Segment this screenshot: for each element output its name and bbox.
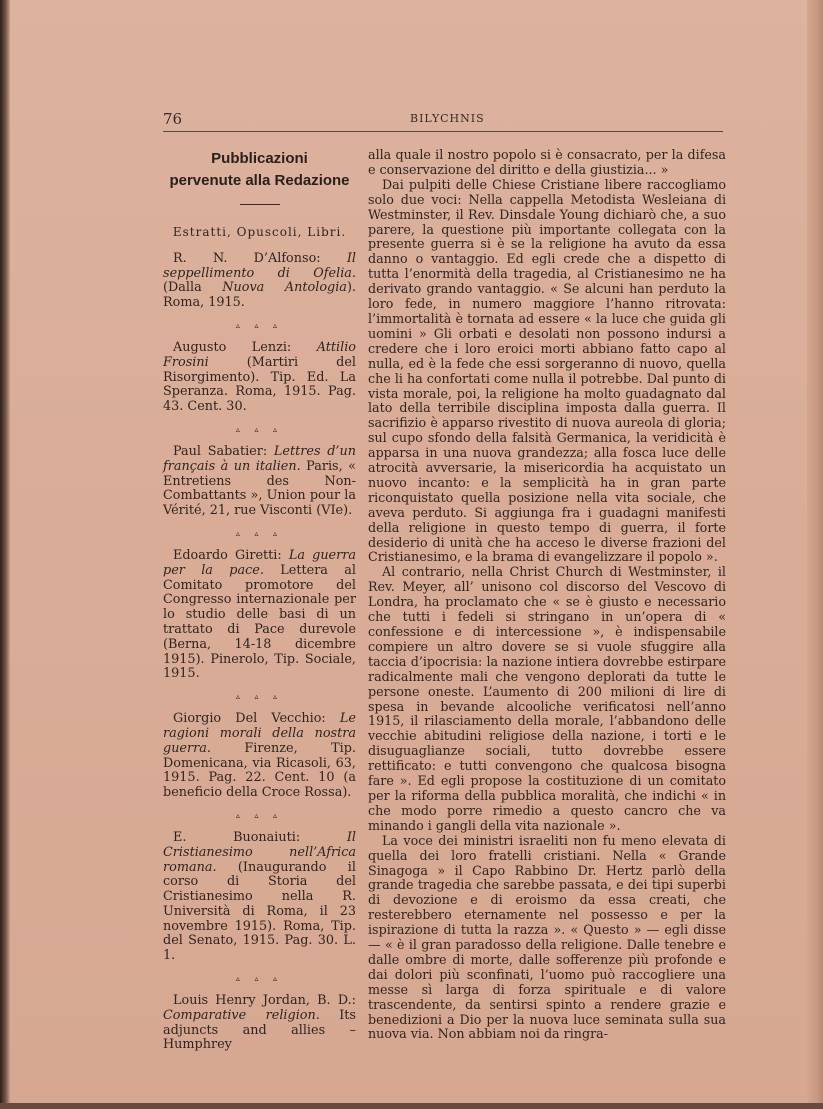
publication-entry <box>163 549 356 682</box>
entry-author: Paul Sabatier: <box>173 443 274 459</box>
entry-title: Lettres d’un français à un italien. <box>163 443 356 474</box>
entry-separator: ▵ ▵ ▵ <box>235 528 284 538</box>
header-rule <box>163 131 723 132</box>
entry-title: Il Cristianesimo nell’Africa romana. <box>163 829 356 875</box>
running-head: BILYCHNIS <box>410 112 485 125</box>
paragraph: Al contrario, nella Christ Church di Westminster, il Rev. Meyer, all’ unisono col discorso del Vescovo di Londra, ha proclamato che « se è giusto e necessario che tutti i fedeli si stringano in un’opera di « confessione e di intercessione », è indispensabile compiere un altro dovere se si vuole sfuggire alla taccia d’ipocrisia: la nazione intiera dovrebbe estirpare radicalmente mali che vengono deplorati da tutte le persone oneste. L’aumento di 200 milioni di lire di spesa in bevande alcooliche verificatosi nell’anno 1915, il rilasciamento della morale, l’abbandono delle vecchie abitudini religiose della nazione, i torti e le disuguaglianze sociali, tutto dovrebbe essere rettificato: e tutti convengono che qualcosa bisogna fare ». Ed egli propose la costituzione di un comitato per la riforma della pubblica moralità, che indichi « in che modo porre rimedio a questo cancro che va minando i gangli della vita nazionale ». <box>368 564 726 833</box>
section-title: Pubblicazioni pervenute alla Redazione <box>169 150 350 189</box>
publication-entry <box>163 712 356 801</box>
entry-rest: (Martiri del Risorgimento). Tip. Ed. La Speranza. Roma, 1915. Pag. 43. Cent. 30. <box>163 354 356 415</box>
entry-rest: Paris, « Entretiens des Non-Combattants », Union pour la Vérité, 21, rue Visconti (VIe). <box>163 458 356 519</box>
entry-rest: Firenze, Tip. Domenicana, via Ricasoli, 63, 1915. Pag. 22. Cent. 10 (a beneficio della Croce Rossa). <box>163 740 356 801</box>
entry-author: Giorgio Del Vecchio: <box>173 711 340 727</box>
paragraph: alla quale il nostro popolo si è consacrato, per la difesa e conservazione del diritto e della giustizia... » <box>368 147 726 177</box>
entry-separator: ▵ ▵ ▵ <box>235 692 284 702</box>
entry-title: La guerra per la pace. <box>163 547 356 578</box>
publication-entry <box>163 341 356 415</box>
entry-title: Comparative religion. <box>163 1007 320 1023</box>
title-divider <box>240 204 280 205</box>
book-spine-shadow <box>0 0 10 1109</box>
left-column <box>163 148 356 1053</box>
entry-title: Le ragioni morali della nostra guerra. <box>163 711 356 756</box>
paragraph: Dai pulpiti delle Chiese Cristiane libere raccogliamo solo due voci: Nella cappella Metodista Wesleiana di Westminster, il Rev. Dinsdale Young dichiarò che, a suo parere, la questione più importante collegata con la presente guerra si è se la religione ha avuto da essa danno o vantaggio. Ed egli crede che a dispetto di tutta l’enormità della tragedia, al Cristianesimo ne ha derivato grando vantaggio. « Se alcuni han perduto la loro fede, in numero maggiore l’hanno ritrovata: l’immortalità è tornata ad essere « la luce che guida gli uomini » Gli orbati e desolati non possono indursi a credere che i loro eroici morti abbiano fatto capo al nulla, ed è la fede che essi sorgeranno di nuovo, quella che li ha confortati come nulla il potrebbe. Dal punto di vista morale, poi, la religione ha molto guadagnato dal lato della terribile disciplina imposta dalla guerra. Il sacrifizio è apparso rivestito di nuova aureola di gloria; sul cupo sfondo della falsità Germanica, la veridicità è apparsa in una nuova grandezza; alla fosca luce delle atrocità avversarie, la misericordia ha acquistato un nuovo incanto: e la semplicità ha in gran parte riconquistato quella posizione nella vita sociale, che aveva perduto. Si aggiunga fra i guadagni manifesti della religione in questo tempo di guerra, il forte desiderio di unità che ha acceso le diverse frazioni del Cristianesimo, e la brama di evangelizzare il popolo ». <box>368 176 726 565</box>
page-number: 76 <box>163 110 183 128</box>
entry-separator: ▵ ▵ ▵ <box>235 320 284 330</box>
publication-entry <box>163 252 356 311</box>
page-bottom-edge <box>0 1103 823 1109</box>
publication-list <box>163 252 356 1053</box>
entry-author: E. Buonaiuti: <box>173 829 347 845</box>
entry-title: Il seppellimento di Ofelia. <box>163 250 356 281</box>
entry-rest: (Inaugurando il corso di Storia del Cristianesimo nella R. Università di Roma, il 23 novembre 1915). Roma, Tip. del Senato, 1915. Pag. 30. L. 1. <box>163 859 356 964</box>
page-edge <box>807 0 823 1109</box>
entry-source: Nuova Antologia <box>222 280 347 296</box>
publication-entry <box>163 445 356 519</box>
section-heading: Estratti, Opuscoli, Libri. <box>172 225 347 239</box>
entry-rest: Lettera al Comitato promotore del Congresso internazionale per lo studio delle basi di un trattato di Pace durevole (Berna, 14-18 dicembre 1915). Pinerolo, Tip. Sociale, 1915. <box>163 562 356 682</box>
right-column <box>368 148 726 1042</box>
publication-entry <box>163 994 356 1053</box>
entry-separator: ▵ ▵ ▵ <box>235 974 284 984</box>
entry-author: R. N. D’Alfonso: <box>173 250 347 266</box>
entry-author: Augusto Lenzi: <box>173 339 317 355</box>
entry-separator: ▵ ▵ ▵ <box>235 424 284 434</box>
entry-pre: (Dalla <box>163 280 223 296</box>
paragraph: La voce dei ministri israeliti non fu meno elevata di quella dei loro fratelli cristiani. Nella « Grande Sinagoga » il Capo Rabbino Dr. Hertz parlò della grande tragedia che sarebbe passata, e dei tipi superbi di devozione e di eroismo da essa creati, che resterebbero eternamente nel possesso e per la ispirazione di tutta la razza ». « Questo » — egli disse — « è il gran paradosso della religione. Dalle tenebre e dalle ombre di morte, dalle sofferenze più profonde e dai dolori più sconfinati, l’uomo può raccogliere una messe sì larga di forza spirituale e di valore trascendente, da sentirsi spinto a rendere grazie e benedizioni a Dio per la nuova luce seminata sulla sua nuova via. Non abbiam noi da ringra- <box>368 832 726 1042</box>
entry-rest: Its adjuncts and allies – Humphrey <box>163 1007 356 1053</box>
entry-title: Attilio Frosini <box>163 339 356 370</box>
entry-rest: ). Roma, 1915. <box>163 280 356 311</box>
entry-separator: ▵ ▵ ▵ <box>235 810 284 820</box>
publication-entry <box>163 831 356 964</box>
entry-author: Louis Henry Jordan, B. D.: <box>173 993 356 1009</box>
entry-author: Edoardo Giretti: <box>173 547 289 563</box>
